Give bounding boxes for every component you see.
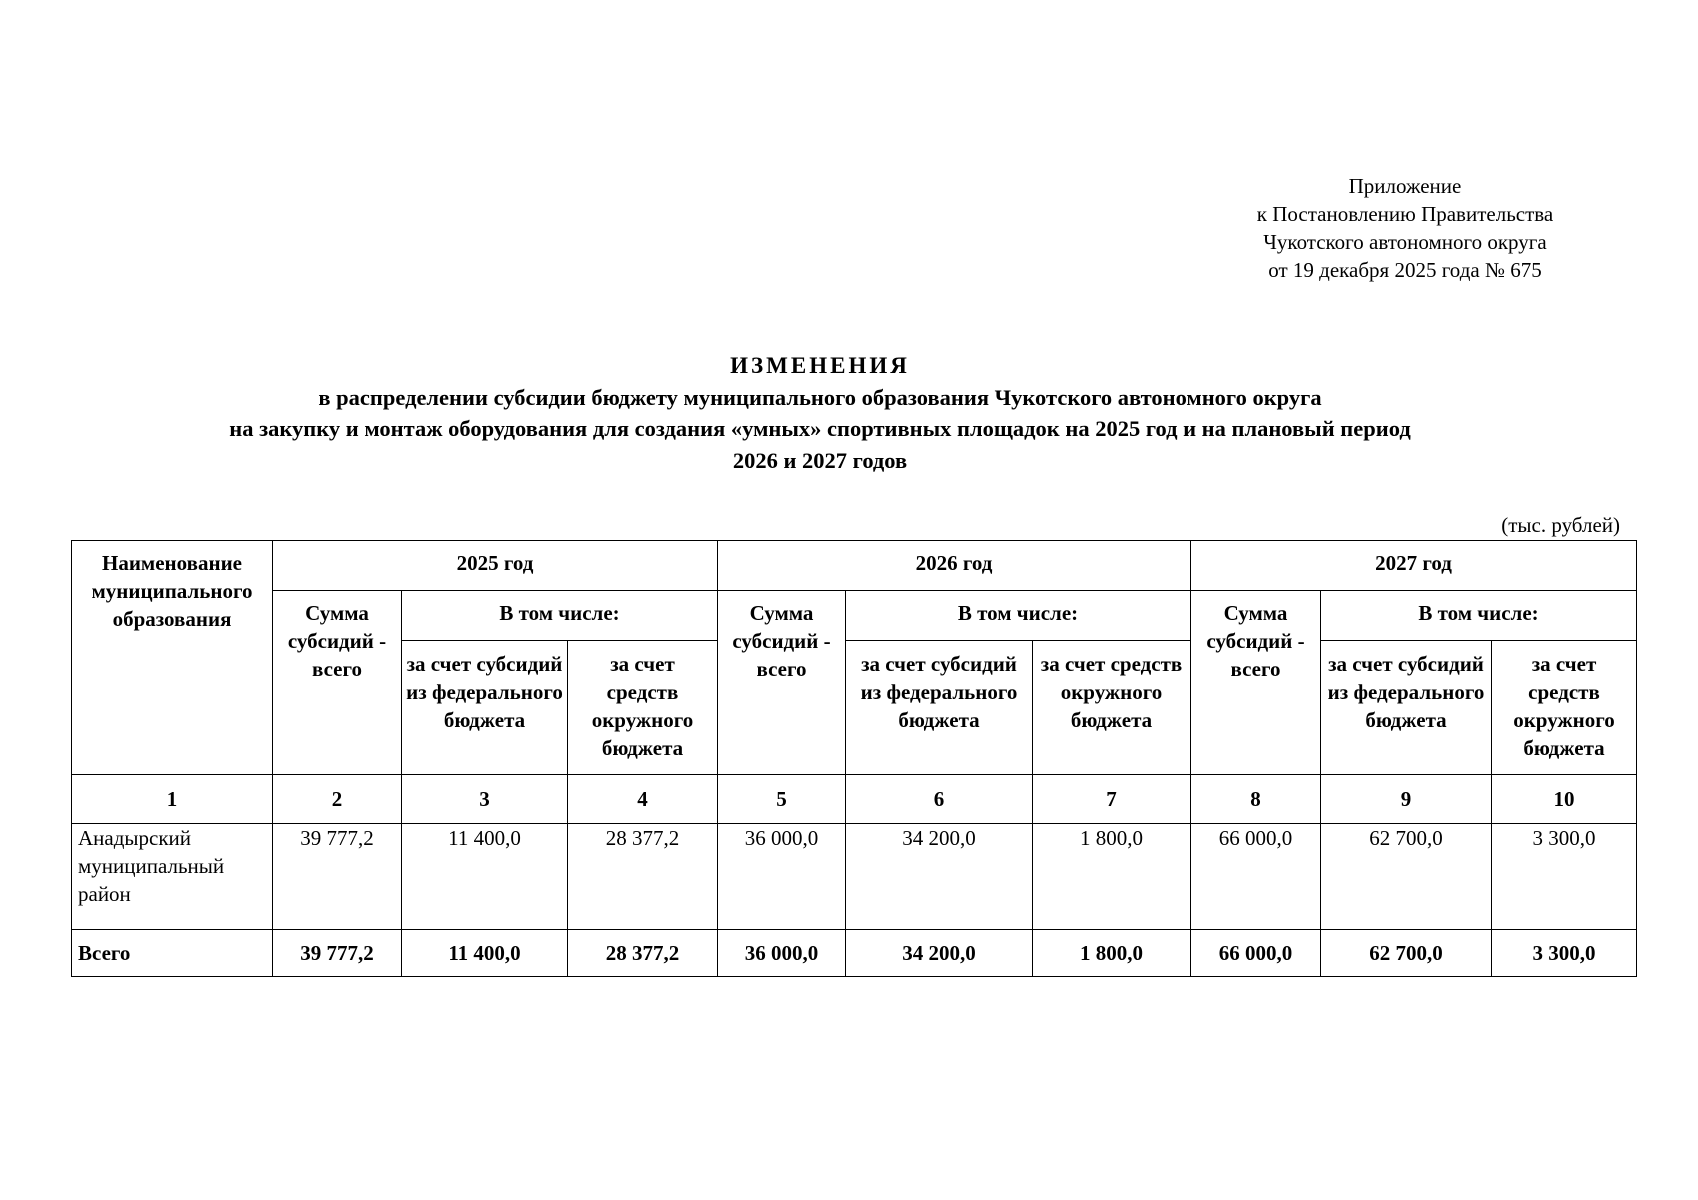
total-cell-federal-2027: 62 700,0 [1321, 930, 1492, 977]
col-number: 2 [273, 775, 402, 824]
total-cell-district-2026: 1 800,0 [1033, 930, 1191, 977]
col-number: 5 [718, 775, 846, 824]
col-number: 10 [1492, 775, 1637, 824]
title-line-4: 2026 и 2027 годов [732, 447, 908, 473]
header-including-2025: В том числе: [402, 591, 718, 641]
header-total-2026: Сумма субсидий - всего [718, 591, 846, 775]
header-federal-2027: за счет субсидий из федерального бюджета [1321, 641, 1492, 775]
cell-total-2026: 36 000,0 [718, 824, 846, 930]
total-cell-district-2027: 3 300,0 [1492, 930, 1637, 977]
header-district-2027: за счет средств окружного бюджета [1492, 641, 1637, 775]
cell-district-2027: 3 300,0 [1492, 824, 1637, 930]
cell-district-2026: 1 800,0 [1033, 824, 1191, 930]
col-number: 9 [1321, 775, 1492, 824]
header-total-2025: Сумма субсидий - всего [273, 591, 402, 775]
col-number: 1 [72, 775, 273, 824]
appendix-region: Чукотского автономного округа [1263, 230, 1547, 254]
header-federal-2025: за счет субсидий из федерального бюджета [402, 641, 568, 775]
title-line-2: в распределении субсидии бюджету муниципального образования Чукотского автономного округа [318, 384, 1322, 410]
cell-total-2025: 39 777,2 [273, 824, 402, 930]
appendix-label: Приложение [1348, 174, 1462, 198]
total-cell-total-2025: 39 777,2 [273, 930, 402, 977]
total-cell-total-2027: 66 000,0 [1191, 930, 1321, 977]
header-including-2027: В том числе: [1321, 591, 1637, 641]
header-federal-2026: за счет субсидий из федерального бюджета [846, 641, 1033, 775]
total-cell-total-2026: 36 000,0 [718, 930, 846, 977]
cell-district-2025: 28 377,2 [568, 824, 718, 930]
header-district-2026: за счет средств окружного бюджета [1033, 641, 1191, 775]
col-number: 7 [1033, 775, 1191, 824]
column-number-row [72, 775, 1637, 824]
header-total-2027: Сумма субсидий - всего [1191, 591, 1321, 775]
cell-federal-2027: 62 700,0 [1321, 824, 1492, 930]
col-number: 8 [1191, 775, 1321, 824]
total-row [72, 930, 1637, 977]
units-label: (тыс. рублей) [1501, 513, 1620, 537]
total-label: Всего [72, 930, 273, 977]
table-row [72, 824, 1637, 930]
col-number: 6 [846, 775, 1033, 824]
title-line-3: на закупку и монтаж оборудования для создания «умных» спортивных площадок на 2025 год и на плановый период [229, 416, 1411, 441]
total-cell-district-2025: 28 377,2 [568, 930, 718, 977]
total-cell-federal-2025: 11 400,0 [402, 930, 568, 977]
appendix-block [1190, 172, 1620, 284]
header-including-2026: В том числе: [846, 591, 1191, 641]
header-name-col: Наименование муниципального образования [72, 541, 273, 775]
header-year-2026: 2026 год [718, 541, 1191, 591]
title-heading: ИЗМЕНЕНИЯ [730, 353, 910, 378]
header-year-2027: 2027 год [1191, 541, 1637, 591]
header-district-2025: за счет средств окружного бюджета [568, 641, 718, 775]
row-name: Анадырский муниципальный район [72, 824, 273, 930]
document-title [40, 350, 1600, 476]
cell-total-2027: 66 000,0 [1191, 824, 1321, 930]
cell-federal-2025: 11 400,0 [402, 824, 568, 930]
total-cell-federal-2026: 34 200,0 [846, 930, 1033, 977]
cell-federal-2026: 34 200,0 [846, 824, 1033, 930]
header-year-2025: 2025 год [273, 541, 718, 591]
col-number: 3 [402, 775, 568, 824]
col-number: 4 [568, 775, 718, 824]
subsidy-table [71, 540, 1637, 977]
appendix-resolution-ref: к Постановлению Правительства [1256, 202, 1554, 226]
appendix-date-number: от 19 декабря 2025 года № 675 [1268, 258, 1542, 282]
